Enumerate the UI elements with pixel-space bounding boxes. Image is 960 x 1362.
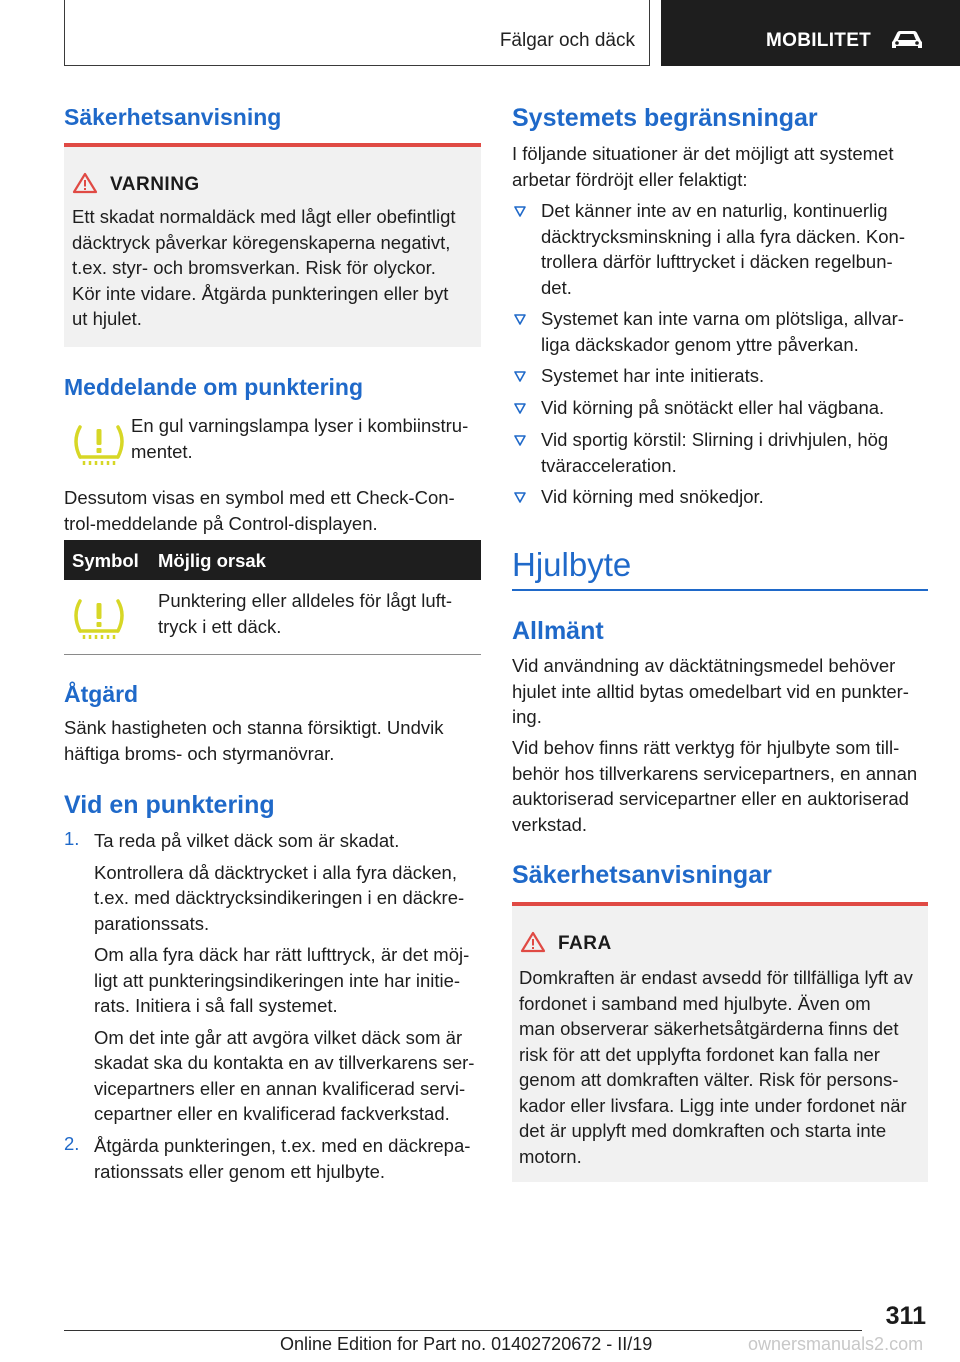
step-line: parationssats. <box>94 912 210 934</box>
section-title: Fälgar och däck <box>499 30 635 51</box>
table-col-symbol: Symbol <box>72 550 139 571</box>
step-line: Om det inte går att avgöra vilket däck som är <box>94 1026 463 1048</box>
danger-label: FARA <box>558 933 612 954</box>
step-paragraph <box>94 1025 484 1127</box>
warning-triangle-icon <box>520 931 546 953</box>
intro-line: arbetar fördröjt eller felaktigt: <box>512 168 748 190</box>
action-heading: Åtgärd <box>64 681 139 707</box>
bullet-triangle-icon <box>514 434 526 446</box>
paragraph-line: Dessutom visas en symbol med ett Check-Con- <box>64 487 455 508</box>
message-paragraph <box>64 485 455 536</box>
list-line: det. <box>541 276 572 298</box>
step-line: skadat ska du kontakta en av tillverkarens ser- <box>94 1052 475 1073</box>
general-heading: Allmänt <box>512 617 604 645</box>
danger-line: Domkraften är endast avsedd för tillfälliga lyft av <box>519 967 913 988</box>
danger-box <box>512 902 928 1182</box>
paragraph-line: ing. <box>512 706 542 727</box>
list-line: Vid körning med snökedjor. <box>541 486 764 507</box>
step-paragraph <box>94 860 484 937</box>
page-number: 311 <box>885 1302 926 1330</box>
general-paragraph-2 <box>512 735 917 837</box>
table-cell-line: Punktering eller alldeles för lågt luft- <box>158 590 453 611</box>
paragraph-line: hjulet inte alltid bytas omedelbart vid en punkter- <box>512 680 909 702</box>
list-item <box>541 395 884 421</box>
warning-box <box>64 143 481 347</box>
warning-line: t.ex. styr- och bromsverkan. Risk för olyckor. <box>72 257 436 278</box>
watermark: ownersmanuals2.com <box>748 1334 924 1354</box>
paragraph-line: Vid användning av däcktätningsmedel behöver <box>512 655 896 676</box>
intro-line: I följande situationer är det möjligt att systemet <box>512 143 894 164</box>
danger-line: kador eller livsfara. Ligg inte under fordonet när <box>519 1094 907 1116</box>
list-line: Det känner inte av en naturlig, kontinuerlig <box>541 200 888 221</box>
tire-pressure-warning-icon <box>70 595 128 641</box>
bullet-triangle-icon <box>514 313 526 325</box>
paragraph-line: trol-meddelande på Control-displayen. <box>64 512 378 534</box>
warning-line: Kör inte vidare. Åtgärda punkteringen eller byt <box>72 282 449 304</box>
warning-text <box>72 204 456 332</box>
list-line: Vid sportig körstil: Slirning i drivhjulen, hög <box>541 429 889 450</box>
list-line: tväracceleration. <box>541 454 677 476</box>
paragraph-line: auktoriserad servicepartner eller en auktoriserad <box>512 788 909 809</box>
paragraph-line: behör hos tillverkarens servicepartners, en annan <box>512 762 918 784</box>
list-item <box>541 427 888 478</box>
step-paragraph <box>94 942 484 1019</box>
paragraph-line: verkstad. <box>512 813 588 835</box>
limits-intro <box>512 141 894 192</box>
step-line: Åtgärda punkteringen, t.ex. med en däckrepa- <box>94 1135 471 1156</box>
danger-line: det är upplyft med domkraften och starta inte <box>519 1120 887 1141</box>
action-text <box>64 715 443 766</box>
action-line: Sänk hastigheten och stanna försiktigt. Undvik <box>64 717 444 738</box>
list-line: Systemet har inte initierats. <box>541 365 765 386</box>
bullet-triangle-icon <box>514 205 526 217</box>
limits-heading: Systemets begränsningar <box>512 104 818 132</box>
warning-line: ut hjulet. <box>72 308 142 329</box>
step-1 <box>94 828 484 1127</box>
list-line: liga däckskador genom yttre påverkan. <box>541 333 859 355</box>
car-icon <box>889 28 925 52</box>
general-paragraph-1 <box>512 653 909 730</box>
step-number: 1. <box>64 828 80 849</box>
warning-line: däcktryck påverkar köregenskaperna negativt, <box>72 231 451 253</box>
list-line: däcktrycksminskning i alla fyra däcken. Kon- <box>541 225 905 247</box>
step-line: Ta reda på vilket däck som är skadat. <box>94 830 400 851</box>
danger-text <box>519 965 913 1169</box>
message-line: En gul varningslampa lyser i kombiinstru- <box>131 415 469 436</box>
header-chapter-tab <box>661 0 960 66</box>
danger-line: man observerar säkerhetsåtgärderna finns det <box>519 1018 899 1039</box>
step-line: rats. Initiera i så fall systemet. <box>94 995 338 1016</box>
step-line: rationssats eller genom ett hjulbyte. <box>94 1160 386 1182</box>
list-line: Systemet kan inte varna om plötsliga, allvar- <box>541 308 904 329</box>
step-line: vicepartners eller en annan kvalificerad servi- <box>94 1077 466 1099</box>
paragraph-line: Vid behov finns rätt verktyg för hjulbyte som till- <box>512 737 900 758</box>
list-item <box>541 198 905 300</box>
safety-heading: Säkerhetsanvisning <box>64 104 282 130</box>
table-cell-line: tryck i ett däck. <box>158 615 282 637</box>
step-line: ligt att punkteringsindikeringen inte har initie- <box>94 969 461 991</box>
step-line: t.ex. med däcktrycksindikeringen i en däckre- <box>94 887 465 908</box>
chapter-title: MOBILITET <box>766 30 872 51</box>
edition-note: Online Edition for Part no. 01402720672 - II/19 <box>280 1334 653 1354</box>
table-row-cause <box>158 588 452 639</box>
danger-line: risk för att det upplyfta fordonet kan falla ner <box>519 1043 880 1065</box>
step-2 <box>94 1133 470 1184</box>
tire-pressure-warning-icon <box>70 421 128 467</box>
table-header <box>64 540 481 580</box>
bullet-triangle-icon <box>514 491 526 503</box>
list-line: Vid körning på snötäckt eller hal vägbana. <box>541 397 885 418</box>
step-number: 2. <box>64 1133 80 1154</box>
header-section-tab <box>64 0 650 66</box>
message-line: mentet. <box>131 440 193 462</box>
footer-divider <box>64 1330 862 1331</box>
table-divider <box>64 654 481 655</box>
list-item <box>541 363 764 389</box>
danger-line: motorn. <box>519 1145 582 1167</box>
bullet-triangle-icon <box>514 402 526 414</box>
step-line: cepartner eller en kvalificerad fackverkstad. <box>94 1103 450 1124</box>
list-item <box>541 484 764 510</box>
danger-line: genom att domkraften välter. Risk för persons- <box>519 1069 899 1090</box>
safety-instructions-heading: Säkerhetsanvisningar <box>512 861 772 889</box>
list-line: trollera därför lufttrycket i däcken regelbun- <box>541 251 893 272</box>
heading-underline <box>512 589 928 591</box>
danger-line: fordonet i samband med hjulbyte. Även om <box>519 992 871 1014</box>
warning-triangle-icon <box>72 172 98 194</box>
step-line: Om alla fyra däck har rätt lufttryck, är det möj- <box>94 944 470 965</box>
warning-label: VARNING <box>110 174 200 195</box>
warning-line: Ett skadat normaldäck med lågt eller obefintligt <box>72 206 456 227</box>
message-text <box>131 413 468 464</box>
wheel-change-heading: Hjulbyte <box>512 546 632 583</box>
step-line: Kontrollera då däcktrycket i alla fyra däcken, <box>94 861 457 883</box>
bullet-triangle-icon <box>514 370 526 382</box>
table-col-cause: Möjlig orsak <box>158 550 266 571</box>
action-line: häftiga broms- och styrmanövrar. <box>64 742 335 764</box>
flat-heading: Vid en punktering <box>64 791 275 819</box>
list-item <box>541 306 904 357</box>
message-heading: Meddelande om punktering <box>64 374 364 400</box>
